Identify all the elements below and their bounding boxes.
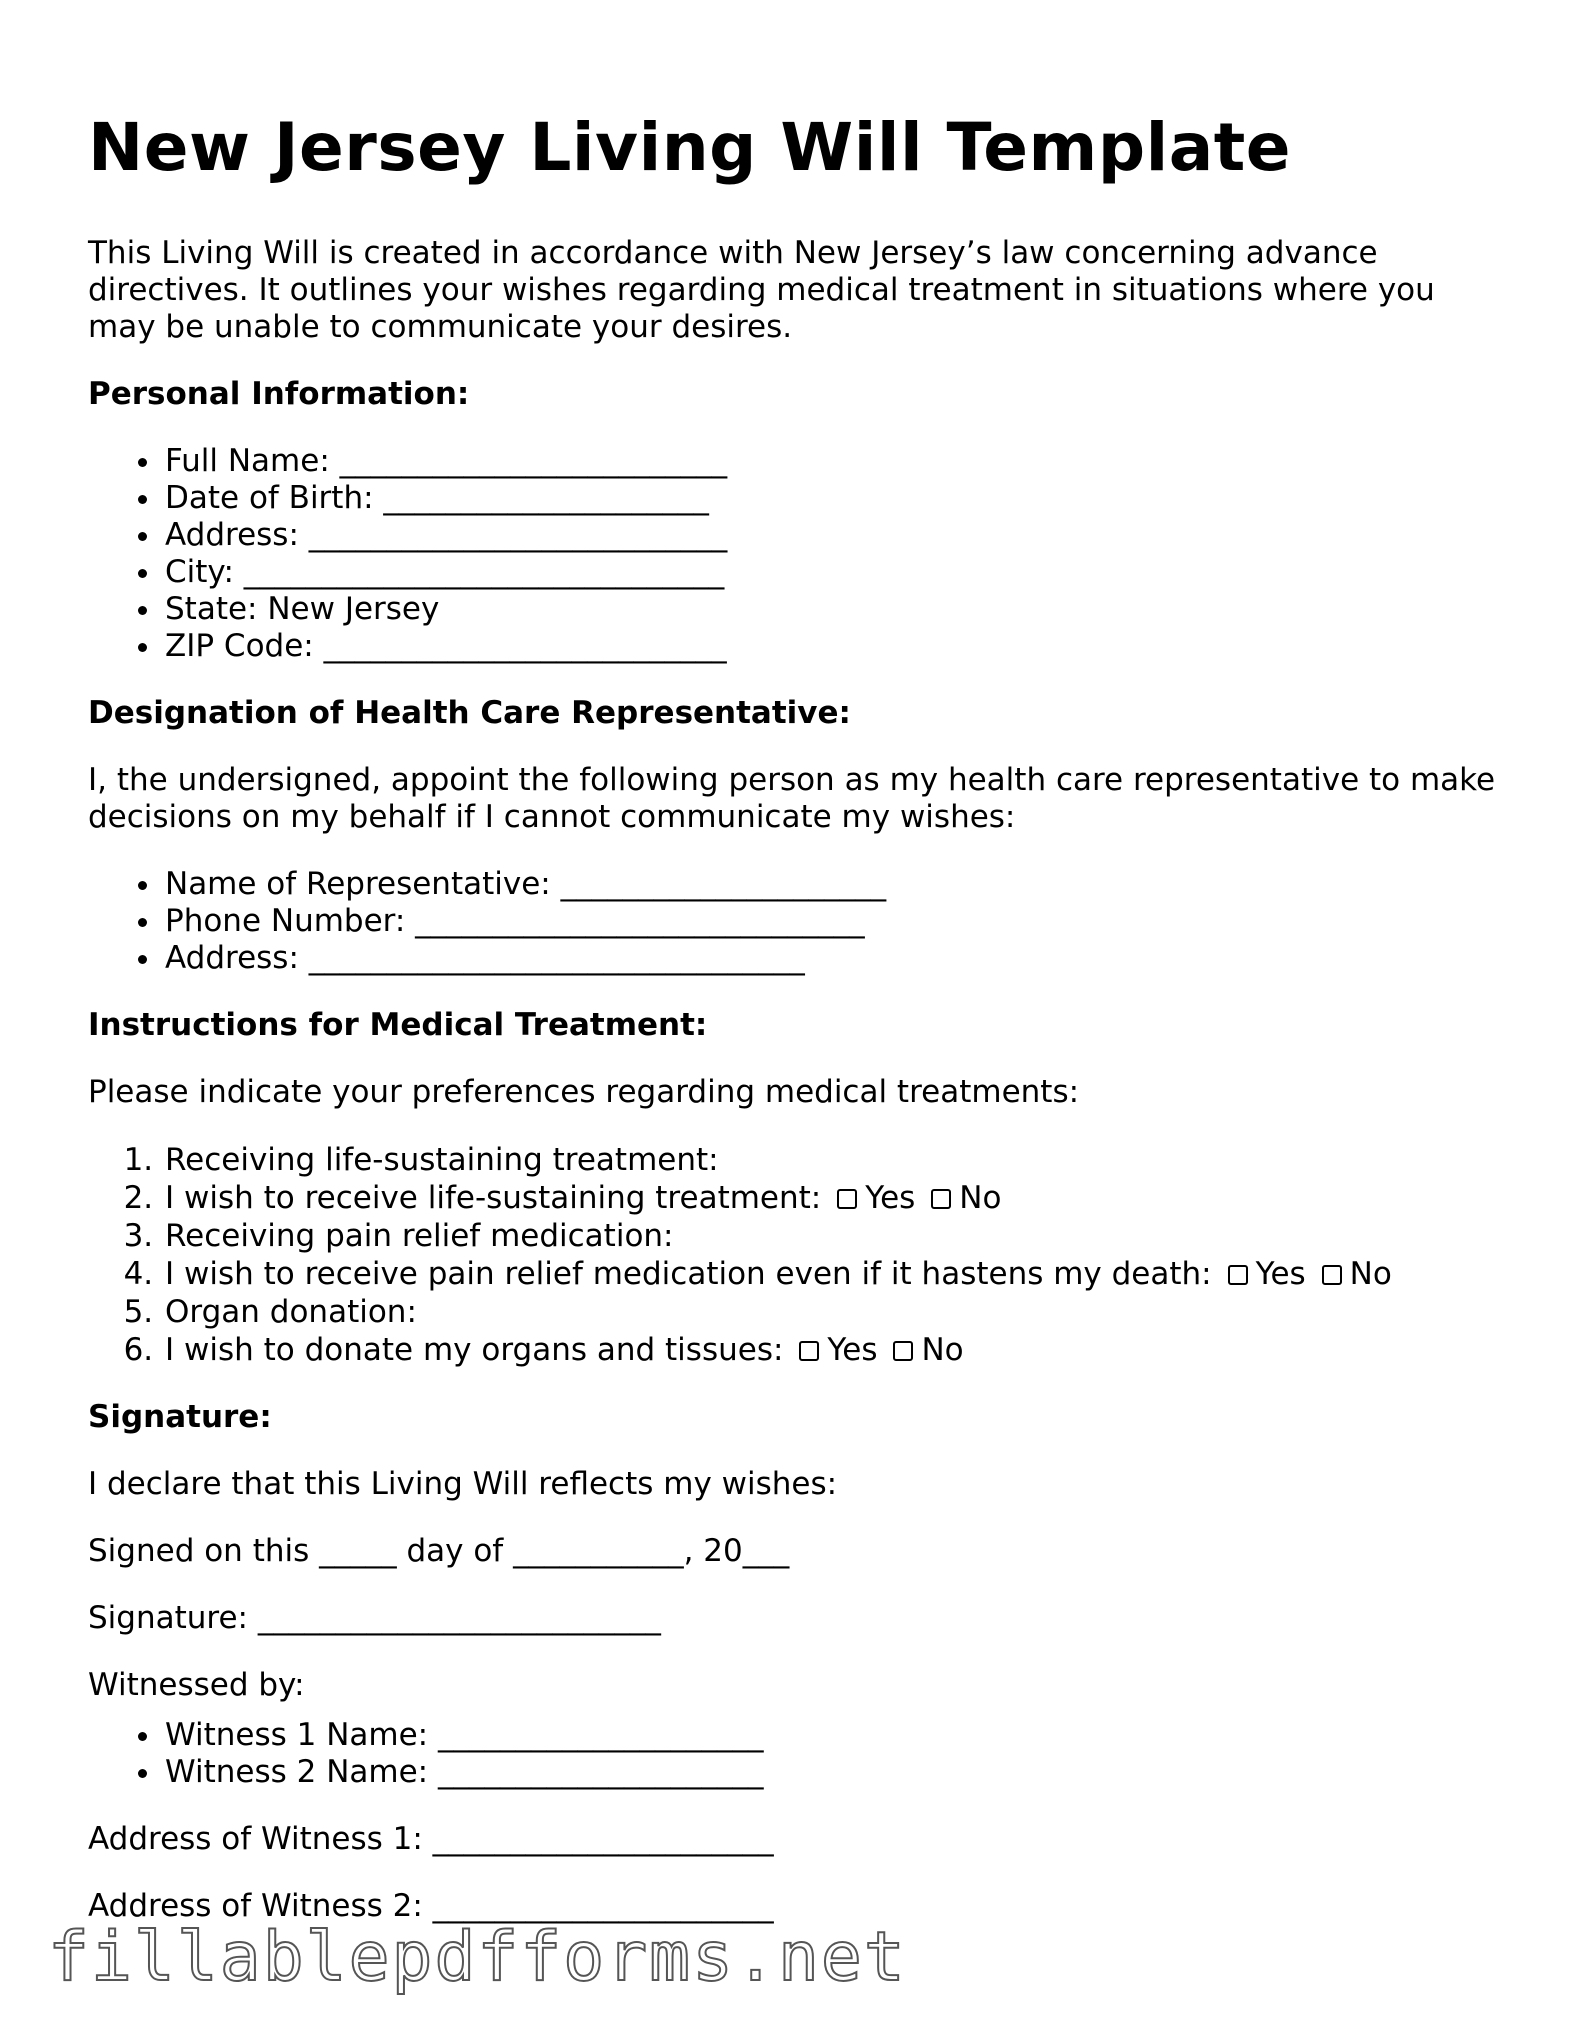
- list-item: [163, 1331, 1508, 1369]
- representative-paragraph: I, the undersigned, appoint the following person as my health care representative to make decisions on my behalf if I cannot communicate my wishes:: [88, 762, 1496, 835]
- representative-address-field[interactable]: • Address: ________________________________: [163, 940, 1508, 977]
- list-item: [163, 1255, 1508, 1293]
- full-name-field[interactable]: • Full Name: _________________________: [163, 443, 1508, 480]
- life-sustaining-no-checkbox[interactable]: [931, 1189, 951, 1209]
- pain-relief-no-checkbox[interactable]: [1322, 1265, 1342, 1285]
- signature-heading: Signature:: [88, 1399, 272, 1435]
- signature-field[interactable]: Signature: __________________________: [88, 1600, 661, 1636]
- medical-heading: Instructions for Medical Treatment:: [88, 1007, 708, 1043]
- watermark: fillablepdfforms.net: [48, 1918, 907, 1997]
- item-text: Organ donation:: [165, 1294, 417, 1330]
- date-of-birth-field[interactable]: • Date of Birth: _____________________: [163, 480, 1508, 517]
- list-item: [163, 1141, 1508, 1179]
- item-text: Receiving life-sustaining treatment:: [165, 1142, 719, 1178]
- item-text: Receiving pain relief medication:: [165, 1218, 674, 1254]
- representative-list: [88, 866, 1508, 977]
- personal-info-heading: Personal Information:: [88, 376, 470, 412]
- address-field[interactable]: • Address: ___________________________: [163, 517, 1508, 554]
- witnessed-by-label: Witnessed by:: [88, 1667, 305, 1703]
- pain-relief-yes-checkbox[interactable]: [1228, 1265, 1248, 1285]
- witness-1-address-field[interactable]: Address of Witness 1: ______________________: [88, 1821, 774, 1857]
- organ-donation-no-checkbox[interactable]: [893, 1341, 913, 1361]
- item-text: I wish to receive life-sustaining treatment:: [165, 1180, 822, 1216]
- personal-info-list: [88, 443, 1508, 665]
- declaration-text: I declare that this Living Will reflects my wishes:: [88, 1466, 838, 1502]
- yes-label: Yes: [865, 1180, 916, 1216]
- no-label: No: [921, 1332, 964, 1368]
- zip-code-field[interactable]: • ZIP Code: __________________________: [163, 628, 1508, 665]
- medical-paragraph: Please indicate your preferences regarding medical treatments:: [88, 1074, 1080, 1110]
- item-text: I wish to donate my organs and tissues:: [165, 1332, 784, 1368]
- no-label: No: [1349, 1256, 1392, 1292]
- page-title: New Jersey Living Will Template: [88, 109, 1292, 186]
- signed-on-field[interactable]: Signed on this _____ day of ___________, 20___: [88, 1533, 790, 1569]
- city-field[interactable]: • City: _______________________________: [163, 554, 1508, 591]
- witness-list: [88, 1717, 1508, 1791]
- state-field: • State: New Jersey: [163, 591, 1508, 628]
- list-item: [163, 1179, 1508, 1217]
- yes-label: Yes: [827, 1332, 878, 1368]
- representative-heading: Designation of Health Care Representative:: [88, 695, 851, 731]
- list-item: [163, 1217, 1508, 1255]
- representative-phone-field[interactable]: • Phone Number: _____________________________: [163, 903, 1508, 940]
- intro-paragraph: This Living Will is created in accordance with New Jersey’s law concerning advance directives. It outlines your wishes regarding medical treatment in situations where you may be unable to communicate your desires.: [88, 235, 1435, 345]
- life-sustaining-yes-checkbox[interactable]: [837, 1189, 857, 1209]
- representative-name-field[interactable]: • Name of Representative: _____________________: [163, 866, 1508, 903]
- witness-2-name-field[interactable]: • Witness 2 Name: _____________________: [163, 1754, 1508, 1791]
- organ-donation-yes-checkbox[interactable]: [799, 1341, 819, 1361]
- document-page: [88, 106, 1508, 1955]
- yes-label: Yes: [1255, 1256, 1306, 1292]
- item-text: I wish to receive pain relief medication even if it hastens my death:: [165, 1256, 1212, 1292]
- list-item: [163, 1293, 1508, 1331]
- medical-instructions-list: [88, 1141, 1508, 1369]
- witness-2-address-field[interactable]: Address of Witness 2: ______________________: [88, 1888, 774, 1924]
- witness-1-name-field[interactable]: • Witness 1 Name: _____________________: [163, 1717, 1508, 1754]
- no-label: No: [959, 1180, 1002, 1216]
